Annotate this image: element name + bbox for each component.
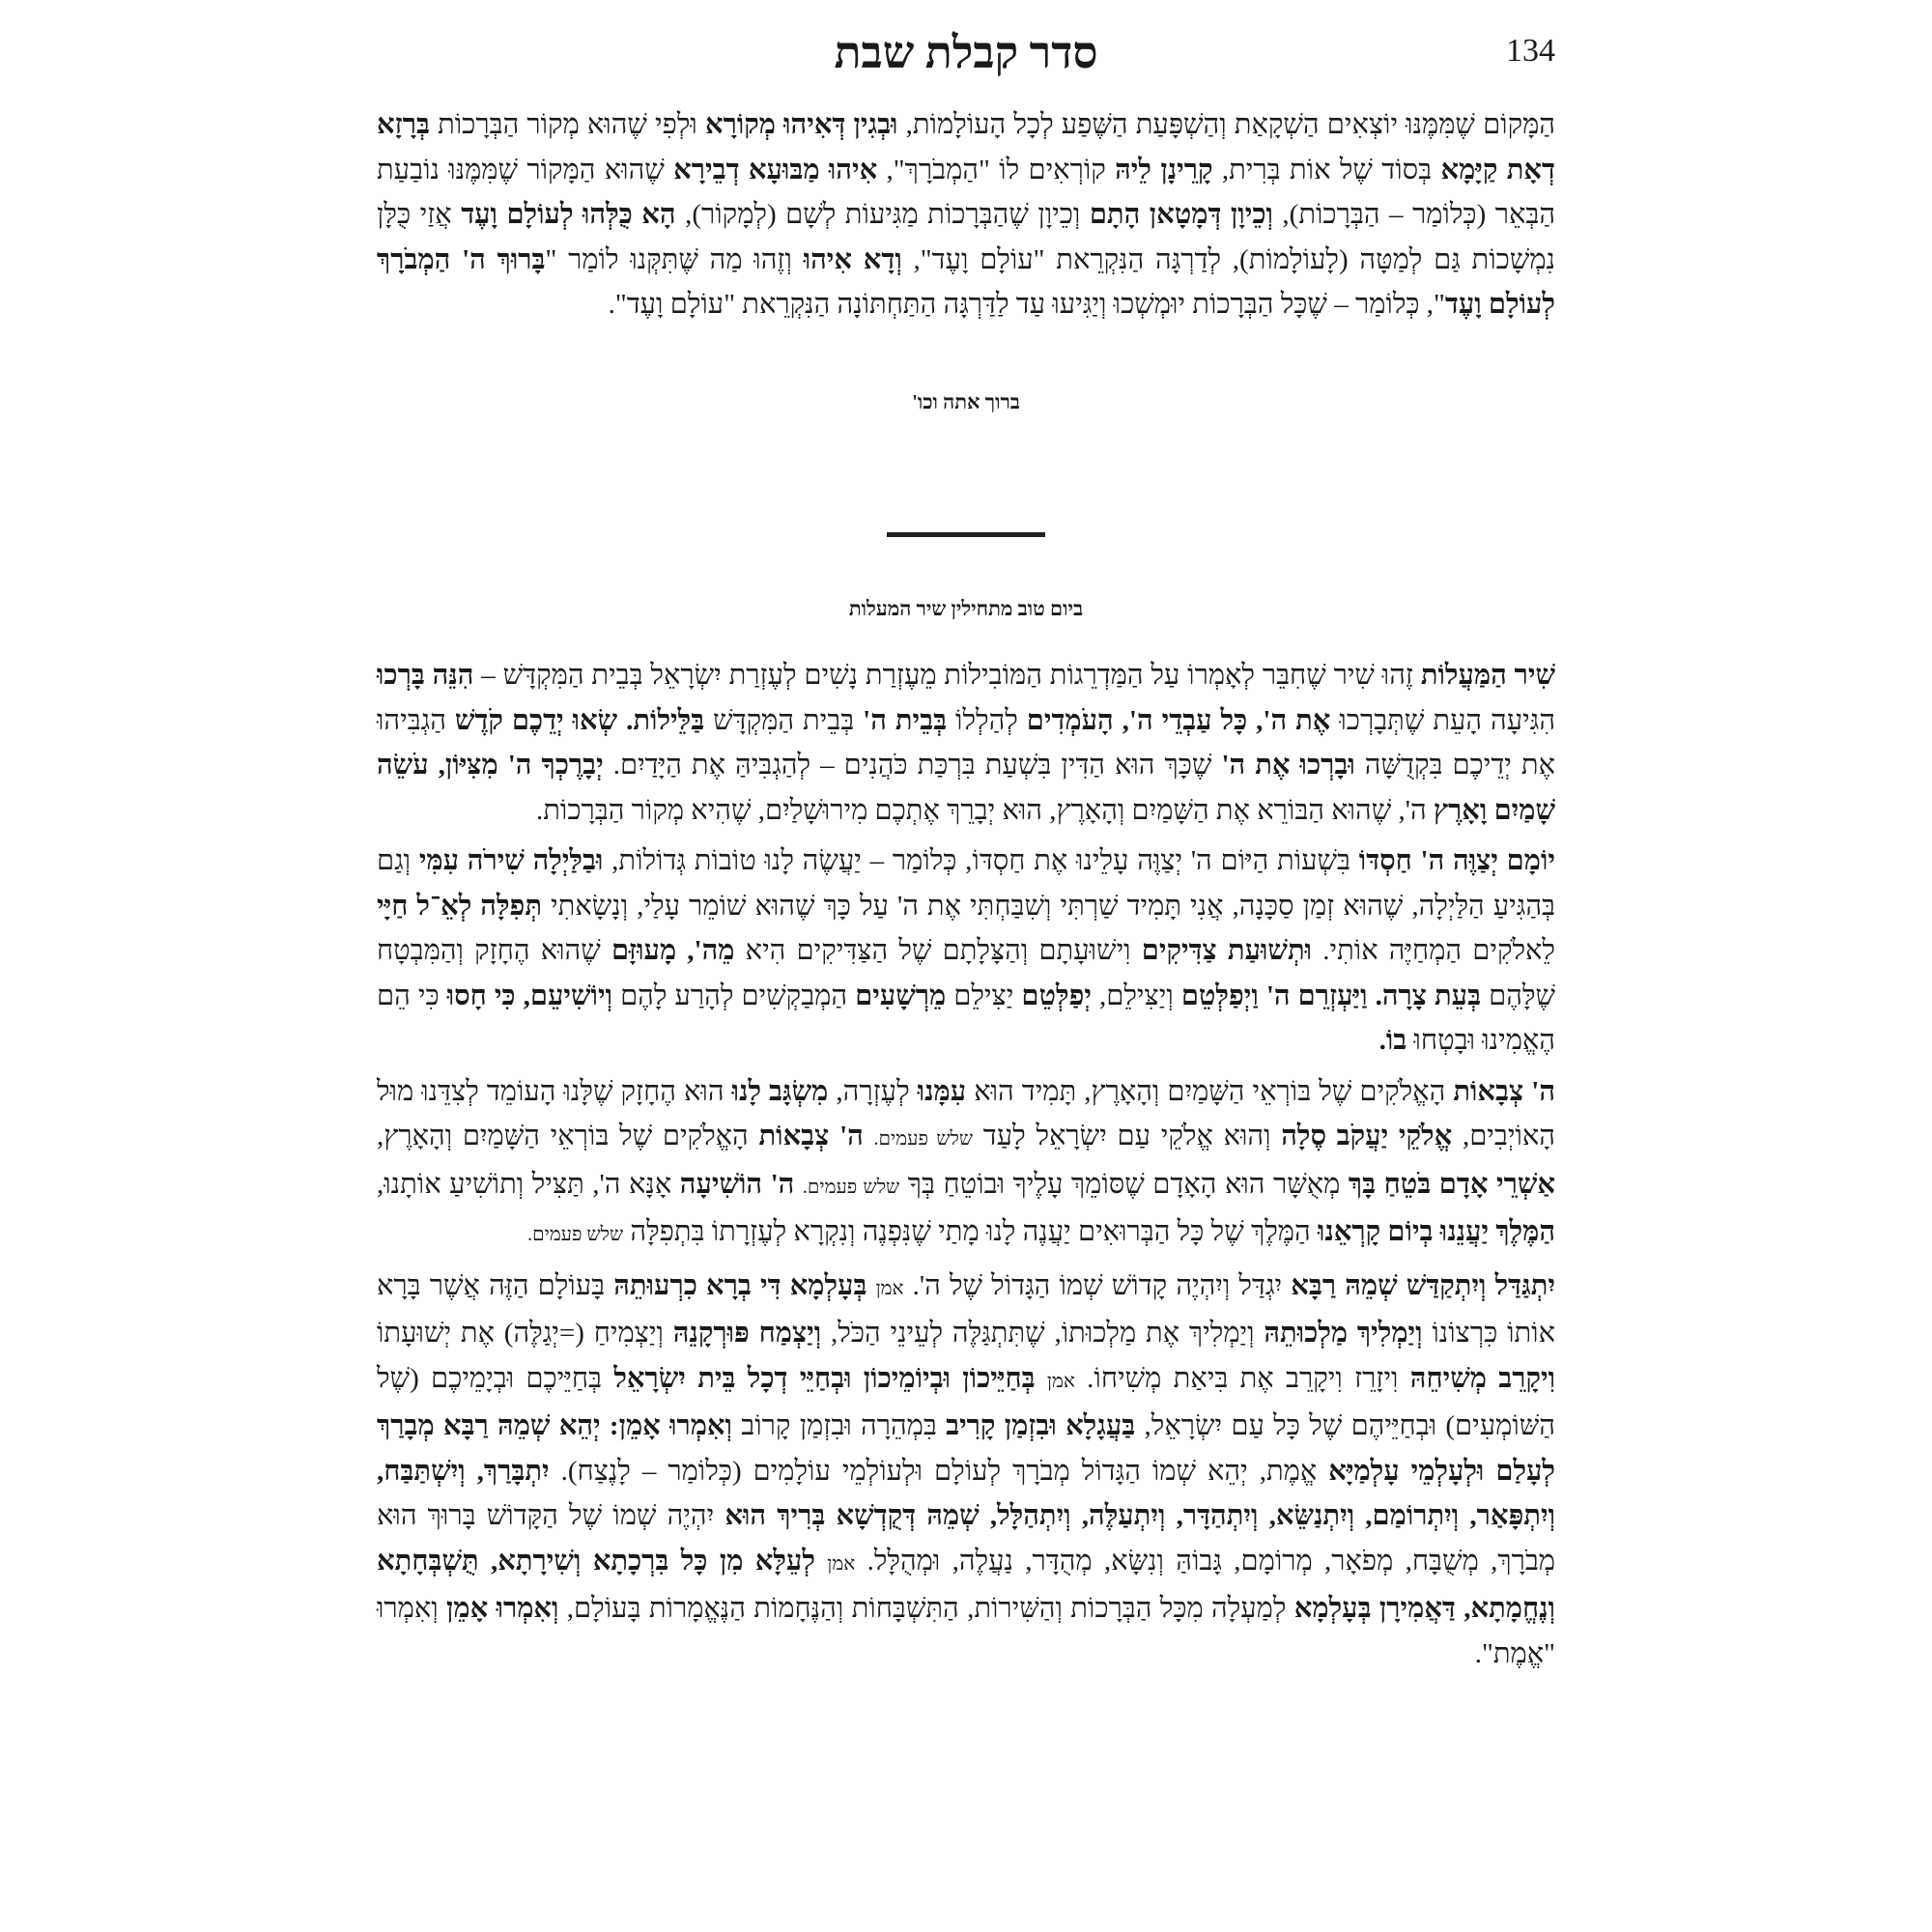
instruction-note: אמן: [827, 1552, 856, 1575]
explanation-text: הִגִּיעָה הָעֵת שֶׁתְּבָרְכוּ: [1330, 704, 1556, 736]
explanation-text: בָּעוֹלָם הַזֶּה אֲשֶׁר בָּרָא אוֹתוֹ כִּרְצוֹנוֹ: [377, 1269, 1556, 1349]
explanation-text: בְּחַיֵּיכֶם וּבְיָמֵיכֶם (שֶׁל הַשּׁוֹמְעִים) וּבְחַיֵּיהֶם שֶׁל כָּל עַם יִשְׂרָאֵל,: [377, 1362, 1555, 1441]
explanation-text: הָאֱלֹקִים שֶׁל בּוֹרְאֵי הַשָּׁמַיִם וְהָאָרֶץ, תָּמִיד הוּא: [966, 1075, 1454, 1107]
explanation-text: זֶהוּ שִׁיר שֶׁחִבֵּר לְאָמְרוֹ עַל הַמַּדְרֵגוֹת הַמּוֹבִילוֹת מֵעֶזְרַת נָשִׁים לְעֶזְרַת יִשְׂרָאֵל בְּבֵית הַמִּקְדָּשׁ –: [473, 660, 1421, 691]
explanation-text: הַמְבַקְשִׁים לְהָרַע לָהֶם: [612, 980, 856, 1011]
explanation-text: בְּבֵית הַמִּקְדָּשׁ: [704, 704, 864, 736]
prayer-paragraph: [377, 1264, 1555, 1677]
bold-source-phrase: תְּפִלָּה לְאֵ־ל חַיָּי: [377, 890, 543, 922]
bold-source-phrase: אִיהוּ מַבּוּעָא דְבֵירָא: [673, 154, 878, 185]
bold-source-phrase: בַּעֲגָלָא וּבִזְמַן קָרִיב: [946, 1410, 1136, 1441]
bold-source-phrase: וּבָרְכוּ אֶת ה': [1221, 750, 1355, 781]
explanation-text: [864, 1121, 874, 1151]
bold-source-phrase: אֶת ה', כָּל עַבְדֵי ה', הָעֹמְדִים: [1026, 704, 1331, 736]
bold-source-phrase: בְּרָזָא דְאָת קַיָּמָא: [377, 109, 1555, 185]
explanation-text: וְיַמְלִיךְ אֶת מַלְכוּתוֹ, שֶׁתִּתְגַּלֶּה לְעֵינֵי הַכֹּל,: [821, 1318, 1264, 1349]
bold-source-phrase: ה' צְבָאוֹת: [1453, 1075, 1555, 1107]
explanation-text: ה', שֶׁהוּא הַבּוֹרֵא אֶת הַשָּׁמַיִם וְהָאָרֶץ, הוּא יְבָרֵךְ אֶתְכֶם מִירוּשָׁלַיִם, שֶׁהִיא מְקוֹר הַבְּרָכוֹת.: [535, 794, 1434, 826]
explanation-text: לֵאלֹקִים הַמְחַיֶּה אוֹתִי.: [1312, 935, 1556, 966]
instruction-note: שלש פעמים.: [873, 1128, 974, 1150]
commentary-paragraph: [377, 102, 1555, 327]
explanation-text: וְיַצִּילֵם,: [1091, 980, 1181, 1011]
explanation-text: [867, 1270, 875, 1301]
explanation-text: לְעֶזְרָה,: [828, 1075, 918, 1107]
bold-source-phrase: ה' צְבָאוֹת: [758, 1121, 864, 1151]
explanation-text: וִישׁוּעָתָם וְהַצָּלָתָם שֶׁל הַצַּדִּיקִים הִיא: [734, 935, 1142, 966]
bold-source-phrase: מִשְׂגָּב לָנוּ: [731, 1075, 829, 1107]
explanation-text: [794, 1169, 803, 1200]
explanation-text: וְיַצְמִיחַ (=יְגַלֶּה) אֶת יְשׁוּעָתוֹ: [377, 1318, 673, 1349]
bold-source-phrase: אֱלֹקֵי יַעֲקֹב סֶלָה: [1281, 1121, 1453, 1151]
bold-source-phrase: הַמֶּלֶךְ יַעֲנֵנוּ בְיוֹם קָרְאֵנוּ: [1317, 1216, 1555, 1247]
bold-source-phrase: יְבָרֶכְךָ ה' מִצִּיּוֹן, עֹשֵׂה שָׁמַיִם וָאָרֶץ: [377, 750, 1555, 826]
closing-note: ברוך אתה וכו': [912, 390, 1020, 413]
explanation-text: הַמָּקוֹם שֶׁמִּמֶּנּוּ יוֹצְאִים הַשְׁקָאַת וְהַשְׁפָּעַת הַשֶּׁפַע לְכָל הָעוֹלָמוֹת,: [897, 109, 1555, 140]
bold-source-phrase: עִמָּנוּ: [917, 1075, 967, 1107]
bold-source-phrase: הִנֵּה בָּרְכוּ: [377, 660, 474, 691]
prayer-paragraph: [377, 653, 1555, 833]
bold-source-phrase: וְדָא אִיהוּ: [803, 243, 902, 275]
explanation-text: אֱמֶת, יְהֵא שְׁמוֹ הַגָּדוֹל מְבֹרָךְ לְעוֹלָם וּלְעוֹלְמֵי עוֹלָמִים (כְּלוֹמַר – לָנֶצַח).: [549, 1455, 1329, 1487]
page-number: 134: [1506, 33, 1555, 69]
explanation-text: שֶׁהוּא הֶחָזָק וְהַמִּבְטָח שֶׁלָּהֶם: [377, 935, 1556, 1011]
bold-source-phrase: וְיוֹשִׁיעֵם, כִּי חָסוּ: [446, 980, 613, 1011]
bold-source-phrase: יוֹמָם יְצַוֶּה ה' חַסְדּוֹ: [1358, 845, 1555, 876]
explanation-text: וְהוּא אֱלֹקֵי עַם יִשְׂרָאֵל לָעַד: [973, 1121, 1282, 1151]
bold-source-phrase: ה' הוֹשִׁיעָה: [679, 1168, 795, 1200]
bold-source-phrase: יִתְבָּרַךְ, וְיִשְׁתַּבַּח, וְיִתְפָּאַר, וְיִתְרוֹמַם, וְיִתְנַשֵּׂא, וְיִתְהַדָּר, וְיִתְעַלֶּה, וְיִתְהַלָּל, שְׁמֵהּ דְּקֻדְשָׁא בְּרִיךְ הוּא: [377, 1455, 1555, 1531]
bold-source-phrase: בוֹ.: [1378, 1025, 1407, 1056]
bold-source-phrase: בְּעֵת צָרָה. וַיַּעְזְרֵם ה' וַיְפַלְּטֵם: [1180, 980, 1482, 1011]
section-divider: [887, 532, 1045, 537]
bold-source-phrase: בְּחַיֵּיכוֹן וּבְיוֹמֵיכוֹן וּבְחַיֵּי דְכָל בֵּית יִשְׂרָאֵל: [613, 1362, 1036, 1394]
bold-source-phrase: בַּלֵּילוֹת. שְׂאוּ יְדֵכֶם קֹדֶשׁ: [454, 704, 705, 736]
explanation-text: וִיזָרֵז וִיקָרֵב אֶת בִּיאַת מְשִׁיחוֹ.: [1074, 1362, 1410, 1394]
bold-source-phrase: קָרֵינָן לֵיהּ: [1115, 154, 1213, 185]
explanation-text: וְכֵיוָן שֶׁהַבְּרָכוֹת מַגִּיעוֹת לְשָׁם (לְמָקוֹר),: [675, 199, 1090, 230]
bold-source-phrase: בָּרוּךְ ה' הַמְבֹרָךְ לְעוֹלָם וָעֶד: [377, 243, 1555, 320]
explanation-text: [815, 1546, 827, 1577]
bold-source-phrase: וְיַצְמַח פּוּרְקָנֵהּ: [672, 1318, 822, 1349]
explanation-text: הוּא הֶחָזָק שֶׁלָּנוּ הָעוֹמֵד לְצִדֵּנוּ מוּל הָאוֹיְבִים,: [377, 1075, 1555, 1151]
explanation-text: בִּמְהֵרָה וּבִזְמַן קָרוֹב: [731, 1410, 947, 1441]
explanation-text: הַמֶּלֶךְ שֶׁל כָּל הַבְּרוּאִים יַעֲנֶה לָנוּ מָתַי שֶׁנִּפְנֶה וְנִקְרָא לְעֶזְרָתוֹ בִּתְפִלָּה: [623, 1216, 1318, 1247]
bold-source-phrase: וְיַמְלִיךְ מַלְכוּתֵהּ: [1264, 1318, 1423, 1349]
prayer-paragraph: [377, 838, 1555, 1064]
bold-source-phrase: בְּעָלְמָא דִּי בְרָא כִרְעוּתֵהּ: [613, 1269, 867, 1301]
instruction-note: אמן: [1046, 1370, 1075, 1392]
explanation-text: ", כְּלוֹמַר – שֶׁכָּל הַבְּרָכוֹת יוּמְשְׁכוּ וְיַגִּיעוּ עַד לַדַּרְגָּה הַתַּחְתּוֹנָה הַנִּקְרֵאת "עוֹלָם וָעֶד".: [608, 289, 1445, 320]
bold-source-phrase: וּתְשׁוּעַת צַדִּיקִים: [1141, 935, 1313, 966]
explanation-text: הָאֱלֹקִים שֶׁל בּוֹרְאֵי הַשָּׁמַיִם וְהָאָרֶץ,: [377, 1121, 759, 1151]
explanation-text: וְזֶהוּ מַה שֶּׁתִּקְּנוּ לוֹמַר ": [545, 243, 804, 275]
bold-source-phrase: הָא כֻּלְּהוּ לְעוֹלָם וָעֶד: [461, 199, 676, 230]
bold-source-phrase: וִיקָרֵב מְשִׁיחֵהּ: [1409, 1362, 1556, 1394]
explanation-text: יִהְיֶה שְׁמוֹ שֶׁל הַקָּדוֹשׁ בָּרוּךְ הוּא מְבֹרָךְ, מְשֻׁבָּח, מְפֹאָר, מְרוֹמָם, גָּבוֹהַּ וְנִשָּׂא, מְהֻדָּר, נַעֲלֶה, וּמְהֻלָּל.: [377, 1500, 1556, 1577]
instruction-note: שלש פעמים.: [802, 1176, 900, 1198]
explanation-text: קוֹרְאִים לוֹ "הַמְבֹרָךְ",: [877, 154, 1116, 185]
explanation-text: וְאִמְרוּ "אֱמֶת".: [377, 1593, 1555, 1669]
explanation-text: אָנָּא ה', תַּצִּיל וְתוֹשִׁיעַ אוֹתָנוּ,: [377, 1168, 680, 1200]
bold-source-phrase: מֵרְשָׁעִים: [855, 980, 947, 1011]
bold-source-phrase: יְפַלְּטֵם: [1021, 980, 1092, 1011]
bold-source-phrase: וּבְגִין דְּאִיהוּ מְקוֹרָא: [704, 109, 898, 140]
explanation-text: [1036, 1363, 1047, 1394]
explanation-text: אֲזַי כֻּלָּן נִמְשָׁכוֹת גַּם לְמַטָּה (לָעוֹלָמוֹת), לְדַרְגָּה הַנִּקְרֵאת "עוֹלָם וָעֶד",: [377, 199, 1555, 275]
bold-source-phrase: אַשְׁרֵי אָדָם בֹּטֵחַ בָּךְ: [1348, 1168, 1555, 1200]
bold-source-phrase: וְכֵיוָן דְּמָטָאן הָתָם: [1089, 199, 1273, 230]
explanation-text: בְּסוֹד שֶׁל אוֹת בְּרִית,: [1212, 154, 1441, 185]
explanation-text: כִּי הֵם הֶאֱמִינוּ וּבָטְחוּ: [377, 980, 1555, 1056]
bold-source-phrase: יִתְגַּדַּל וְיִתְקַדַּשׁ שְׁמֵהּ רַבָּא: [1291, 1269, 1555, 1301]
bold-source-phrase: לְעֵלָּא מִן כָּל בִּרְכָתָא וְשִׁירָתָא, תֻּשְׁבְּחָתָא וְנֶחֱמָתָא, דַּאֲמִירָן בְּעָלְמָא: [377, 1545, 1555, 1624]
bold-source-phrase: וְאִמְרוּ אָמֵן: יְהֵא שְׁמֵהּ רַבָּא מְבָרַךְ לְעָלַם וּלְעָלְמֵי עָלְמַיָּא: [377, 1410, 1555, 1487]
explanation-text: הַגְבִּיהוּ אֶת יְדֵיכֶם בִּקְדֻשָּׁה: [377, 704, 1555, 781]
explanation-text: וְגַם בְּהַגִּיעַ הַלַּיְלָה, שֶׁהוּא זְמַן סַכָּנָה, אֲנִי תָּמִיד שַׁרְתִּי וְשִׁבַּחְתִּי אֶת ה' עַל כָּךְ שֶׁהוּא שׁוֹמֵר עָלַי, וְנָשָׂאתִי: [377, 845, 1555, 922]
explanation-text: וּלְפִי שֶׁהוּא מְקוֹר הַבְּרָכוֹת: [429, 109, 705, 140]
page-header: [377, 27, 1555, 85]
page-title: סדר קבלת שבת: [834, 28, 1098, 77]
explanation-text: לְמַעְלָה מִכָּל הַבְּרָכוֹת וְהַשִּׁירוֹת, הַתִּשְׁבָּחוֹת וְהַנֶּחָמוֹת הַנֶּאֱמָרוֹת בָּעוֹלָם,: [558, 1593, 1294, 1624]
instruction-note: שלש פעמים.: [527, 1224, 624, 1245]
explanation-text: שֶׁכָּךְ הוּא הַדִּין בִּשְׁעַת בִּרְכַּת כֹּהֲנִים – לְהַגְבִּיהַּ אֶת הַיָּדַיִם.: [603, 750, 1222, 781]
bold-source-phrase: וְאִמְרוּ אָמֵן: [446, 1593, 559, 1624]
bold-source-phrase: שִׁיר הַמַּעֲלוֹת: [1420, 660, 1556, 691]
explanation-text: יַצִּילֵם: [946, 980, 1022, 1011]
bold-source-phrase: מֵה', מָעוּזָּם: [611, 935, 735, 966]
section-heading: ביום טוב מתחילין שיר המעלות: [848, 597, 1084, 620]
bold-source-phrase: וּבַלַּיְלָה שִׁירֹה עִמִּי: [418, 845, 604, 876]
instruction-note: אמן: [875, 1277, 904, 1299]
bold-source-phrase: בְּבֵית ה': [863, 704, 948, 736]
section-2-text: [377, 653, 1555, 1676]
explanation-text: שֶׁהוּא הַמָּקוֹר שֶׁמִּמֶּנּוּ נוֹבַעַת הַבְּאֵר (כְּלוֹמַר – הַבְּרָכוֹת),: [377, 154, 1556, 230]
explanation-text: מְאֻשָּׁר הוּא הָאָדָם שֶׁסּוֹמֵךְ עָלֶיךָ וּבוֹטֵחַ בְּךָ: [899, 1168, 1349, 1200]
explanation-text: לְהַלְלוֹ: [947, 704, 1027, 736]
section-1-text: [377, 102, 1555, 327]
prayer-paragraph: [377, 1069, 1555, 1258]
explanation-text: בִּשְׁעוֹת הַיּוֹם ה' יְצַוֶּה עָלֵינוּ אֶת חַסְדּוֹ, כְּלוֹמַר – יַעֲשֶׂה לָנוּ טוֹבוֹת גְּדוֹלוֹת,: [603, 845, 1359, 876]
explanation-text: יִגְדַּל וְיִהְיֶה קָדוֹשׁ שְׁמוֹ הַגָּדוֹל שֶׁל ה'.: [903, 1269, 1292, 1301]
